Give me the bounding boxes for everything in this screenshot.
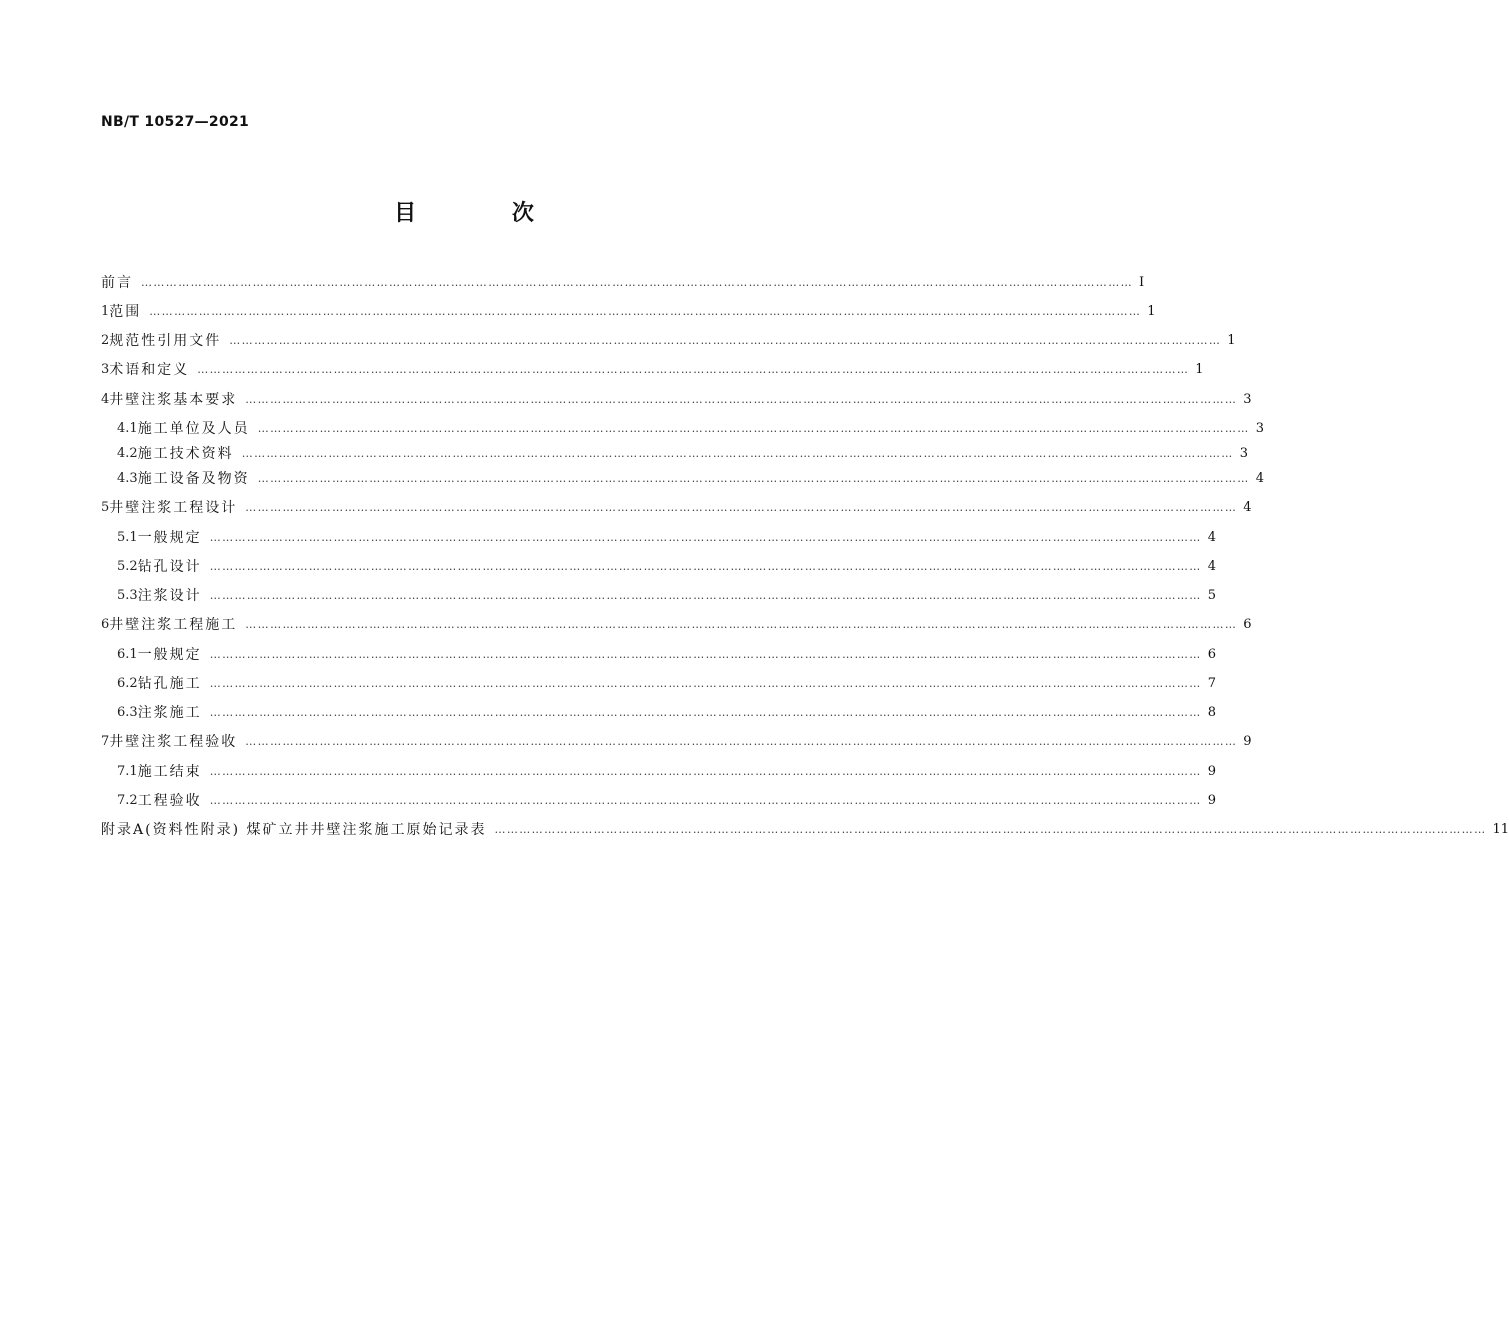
toc-entry-number: 3 bbox=[101, 362, 110, 377]
toc-dot-leader: …………………………………………………………………………………………………………………………………………………………………………………………………………………… bbox=[241, 447, 1234, 460]
toc-entry-number: 5.2 bbox=[117, 559, 138, 574]
toc-entry-title: 注浆施工 bbox=[137, 705, 202, 721]
toc-entry-page: 3 bbox=[1239, 446, 1248, 461]
toc-entry[interactable] bbox=[101, 495, 1252, 521]
toc-entry[interactable] bbox=[101, 357, 1204, 383]
toc-entry[interactable] bbox=[101, 671, 1216, 697]
toc-dot-leader: …………………………………………………………………………………………………………………………………………………………………………………………………………………… bbox=[494, 823, 1487, 836]
toc-entry[interactable] bbox=[101, 700, 1216, 726]
toc-entry-number: 7.1 bbox=[117, 764, 138, 779]
toc-dot-leader: …………………………………………………………………………………………………………………………………………………………………………………………………………………… bbox=[209, 648, 1202, 661]
toc-entry-title: 施工技术资料 bbox=[137, 446, 234, 462]
toc-entry-number: 7 bbox=[101, 734, 110, 749]
toc-dot-leader: …………………………………………………………………………………………………………………………………………………………………………………………………………………… bbox=[245, 618, 1238, 631]
toc-entry-page: Ⅰ bbox=[1139, 275, 1145, 290]
toc-entry-number: 1 bbox=[101, 304, 110, 319]
toc-entry-number: 2 bbox=[101, 333, 110, 348]
toc-dot-leader: …………………………………………………………………………………………………………………………………………………………………………………………………………………… bbox=[141, 276, 1133, 289]
toc-entry-title: 井壁注浆工程设计 bbox=[109, 500, 238, 516]
toc-dot-leader: …………………………………………………………………………………………………………………………………………………………………………………………………………………… bbox=[209, 677, 1202, 690]
toc-entry-page: 3 bbox=[1255, 421, 1264, 436]
toc-entry-title: 施工单位及人员 bbox=[137, 421, 250, 437]
toc-entry-page: 8 bbox=[1207, 705, 1216, 720]
toc-entry-title: 一般规定 bbox=[137, 530, 202, 546]
toc-entry-number: 7.2 bbox=[117, 793, 138, 808]
toc-dot-leader: …………………………………………………………………………………………………………………………………………………………………………………………………………………… bbox=[245, 393, 1238, 406]
toc-entry-page: 7 bbox=[1207, 676, 1216, 691]
toc-entry[interactable] bbox=[101, 642, 1216, 668]
toc-entry-number: 6.3 bbox=[117, 705, 138, 720]
toc-entry-number: 6 bbox=[101, 617, 110, 632]
toc-entry-page: 1 bbox=[1195, 362, 1204, 377]
toc-entry[interactable] bbox=[101, 466, 1264, 492]
toc-dot-leader: …………………………………………………………………………………………………………………………………………………………………………………………………………………… bbox=[257, 472, 1250, 485]
toc-entry-number: 4.3 bbox=[117, 471, 138, 486]
toc-entry-title: 术语和定义 bbox=[109, 362, 190, 378]
toc-entry-page: 5 bbox=[1207, 588, 1216, 603]
toc-entry[interactable] bbox=[101, 525, 1216, 551]
toc-dot-leader: …………………………………………………………………………………………………………………………………………………………………………………………………………………… bbox=[209, 794, 1202, 807]
toc-entry[interactable] bbox=[101, 612, 1252, 638]
toc-dot-leader: …………………………………………………………………………………………………………………………………………………………………………………………………………………… bbox=[245, 501, 1238, 514]
toc-entry[interactable] bbox=[101, 729, 1252, 755]
toc-dot-leader: …………………………………………………………………………………………………………………………………………………………………………………………………………………… bbox=[209, 531, 1202, 544]
toc-entry-title: 井壁注浆工程验收 bbox=[109, 734, 238, 750]
toc-dot-leader: …………………………………………………………………………………………………………………………………………………………………………………………………………………… bbox=[245, 735, 1238, 748]
toc-entry[interactable] bbox=[101, 583, 1216, 609]
toc-entry-page: 9 bbox=[1207, 793, 1216, 808]
toc-entry-title: 注浆设计 bbox=[137, 588, 202, 604]
toc-entry-page: 4 bbox=[1255, 471, 1264, 486]
toc-entry-number: 4.2 bbox=[117, 446, 138, 461]
toc-entry-page: 9 bbox=[1207, 764, 1216, 779]
toc-entry-number: 6.1 bbox=[117, 647, 138, 662]
toc-entry-title: 钻孔设计 bbox=[137, 559, 202, 575]
toc-entry-page: 3 bbox=[1243, 392, 1252, 407]
toc-entry-title: 井壁注浆基本要求 bbox=[109, 392, 238, 408]
toc-dot-leader: …………………………………………………………………………………………………………………………………………………………………………………………………………………… bbox=[229, 334, 1222, 347]
toc-entry[interactable] bbox=[101, 817, 1509, 843]
toc-entry-number: 4.1 bbox=[117, 421, 138, 436]
toc-entry[interactable] bbox=[101, 387, 1252, 413]
toc-entry-number: 4 bbox=[101, 392, 110, 407]
toc-entry[interactable] bbox=[101, 270, 1145, 296]
toc-entry-number: 5.1 bbox=[117, 530, 138, 545]
toc-entry-title: 井壁注浆工程施工 bbox=[109, 617, 238, 633]
toc-entry-title: 一般规定 bbox=[137, 647, 202, 663]
toc-dot-leader: …………………………………………………………………………………………………………………………………………………………………………………………………………………… bbox=[197, 363, 1190, 376]
toc-entry-number: 6.2 bbox=[117, 676, 138, 691]
toc-dot-leader: …………………………………………………………………………………………………………………………………………………………………………………………………………………… bbox=[209, 560, 1202, 573]
toc-dot-leader: …………………………………………………………………………………………………………………………………………………………………………………………………………………… bbox=[209, 765, 1202, 778]
toc-entry-page: 1 bbox=[1227, 333, 1236, 348]
toc-entry-title: 钻孔施工 bbox=[137, 676, 202, 692]
toc-entry[interactable] bbox=[101, 554, 1216, 580]
toc-entry-title: 施工设备及物资 bbox=[137, 471, 250, 487]
toc-entry-number: 5.3 bbox=[117, 588, 138, 603]
toc-entry-page: 1 bbox=[1147, 304, 1156, 319]
standard-code: NB/T 10527—2021 bbox=[101, 114, 250, 130]
toc-dot-leader: …………………………………………………………………………………………………………………………………………………………………………………………………………………… bbox=[209, 589, 1202, 602]
toc-entry-page: 9 bbox=[1243, 734, 1252, 749]
toc-dot-leader: …………………………………………………………………………………………………………………………………………………………………………………………………………………… bbox=[209, 706, 1202, 719]
toc-entry[interactable] bbox=[101, 328, 1236, 354]
toc-entry-page: 6 bbox=[1243, 617, 1252, 632]
toc-dot-leader: …………………………………………………………………………………………………………………………………………………………………………………………………………………… bbox=[149, 305, 1142, 318]
page-title: 目 次 bbox=[394, 201, 578, 226]
toc-entry-title: 规范性引用文件 bbox=[109, 333, 222, 349]
toc-entry-title: 附录A(资料性附录) 煤矿立井井壁注浆施工原始记录表 bbox=[101, 822, 487, 838]
toc-entry[interactable] bbox=[101, 788, 1216, 814]
toc-dot-leader: …………………………………………………………………………………………………………………………………………………………………………………………………………………… bbox=[257, 422, 1250, 435]
toc-entry-page: 4 bbox=[1243, 500, 1252, 515]
toc-entry-page: 6 bbox=[1207, 647, 1216, 662]
toc-entry-page: 11 bbox=[1492, 822, 1509, 837]
toc-entry[interactable] bbox=[101, 416, 1264, 442]
toc-entry-page: 4 bbox=[1207, 559, 1216, 574]
toc-entry-title: 施工结束 bbox=[137, 764, 202, 780]
toc-entry-title: 前言 bbox=[101, 275, 133, 291]
toc-entry-number: 5 bbox=[101, 500, 110, 515]
toc-entry-title: 范围 bbox=[109, 304, 142, 320]
toc-entry[interactable] bbox=[101, 299, 1156, 325]
toc-entry[interactable] bbox=[101, 759, 1216, 785]
toc-entry[interactable] bbox=[101, 441, 1248, 467]
toc-entry-title: 工程验收 bbox=[137, 793, 202, 809]
toc-entry-page: 4 bbox=[1207, 530, 1216, 545]
